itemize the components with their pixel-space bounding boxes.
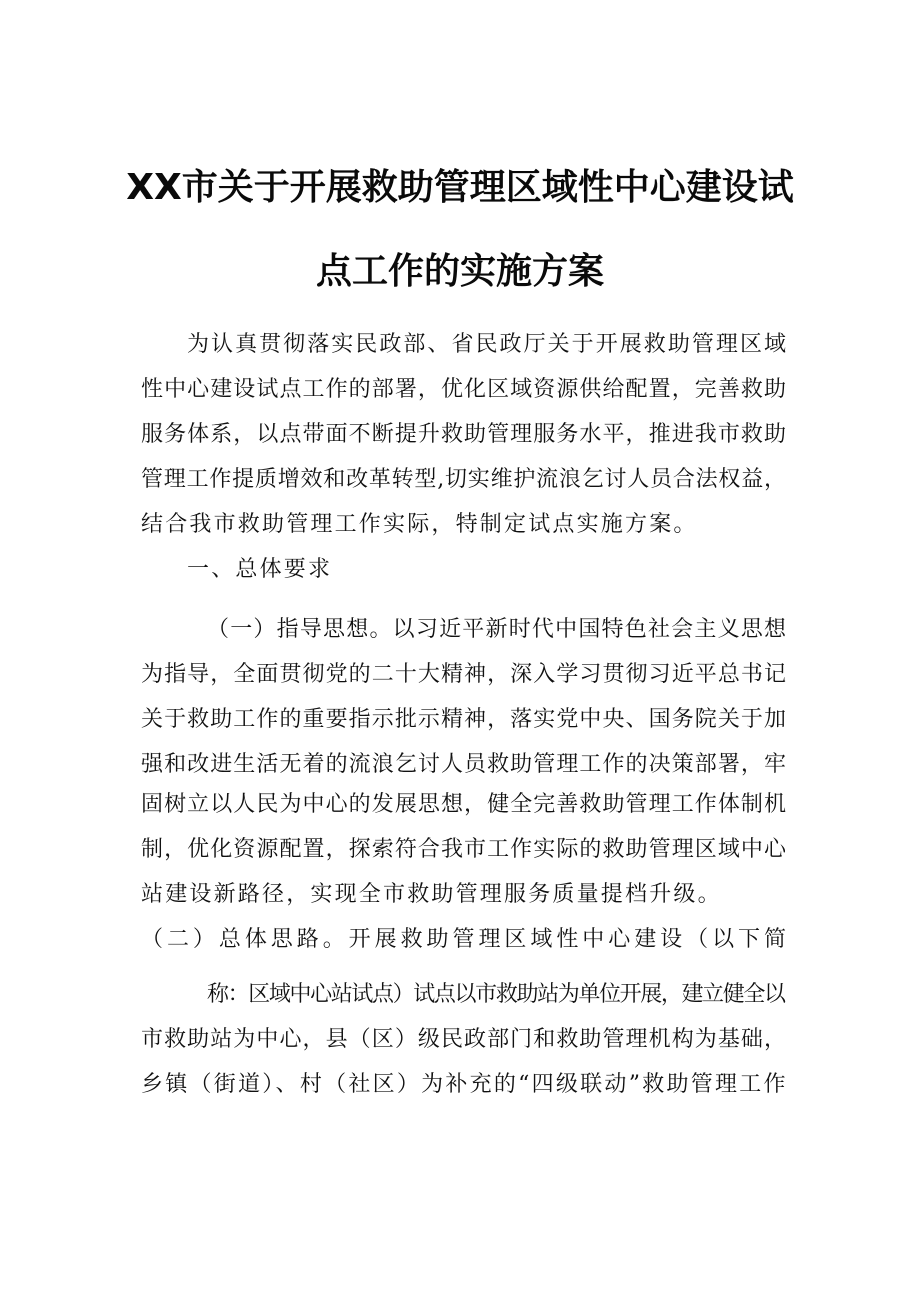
body-line: 性中心建设试点工作的部署，优化区域资源供给配置，完善救助 [141, 377, 788, 402]
body-line: 管理工作提质增效和改革转型,切实维护流浪乞讨人员合法权益， [141, 467, 787, 492]
body-line: 市救助站为中心，县（区）级民政部门和救助管理机构为基础， [141, 1027, 788, 1052]
document-title-line-1: XX市关于开展救助管理区域性中心建设试 [126, 167, 794, 208]
body-line: 服务体系，以点带面不断提升救助管理服务水平，推进我市救助 [141, 422, 788, 447]
body-line: 制，优化资源配置，探索符合我市工作实际的救助管理区域中心 [141, 837, 788, 862]
body-line: （一）指导思想。以习近平新时代中国特色社会主义思想 [207, 617, 788, 642]
body-line: 称：区域中心站试点）试点以市救助站为单位开展，建立健全以 [207, 982, 785, 1007]
body-line: （二）总体思路。开展救助管理区域性中心建设（以下简 [141, 927, 790, 952]
body-line: 乡镇（街道）、村（社区）为补充的“四级联动”救助管理工作 [141, 1072, 788, 1097]
body-line: 强和改进生活无着的流浪乞讨人员救助管理工作的决策部署，牢 [141, 752, 788, 777]
body-line: 站建设新路径，实现全市救助管理服务质量提档升级。 [141, 882, 722, 907]
body-line: 关于救助工作的重要指示批示精神，落实党中央、国务院关于加 [141, 707, 788, 732]
document-title-line-2: 点工作的实施方案 [315, 251, 604, 292]
body-line: 结合我市救助管理工作实际，特制定试点实施方案。 [141, 512, 698, 537]
body-line: 固树立以人民为中心的发展思想，健全完善救助管理工作体制机 [141, 792, 788, 817]
section-heading: 一、总体要求 [187, 557, 333, 582]
body-line: 为指导，全面贯彻党的二十大精神，深入学习贯彻习近平总书记 [141, 662, 788, 687]
body-line: 为认真贯彻落实民政部、省民政厅关于开展救助管理区域 [187, 332, 789, 357]
